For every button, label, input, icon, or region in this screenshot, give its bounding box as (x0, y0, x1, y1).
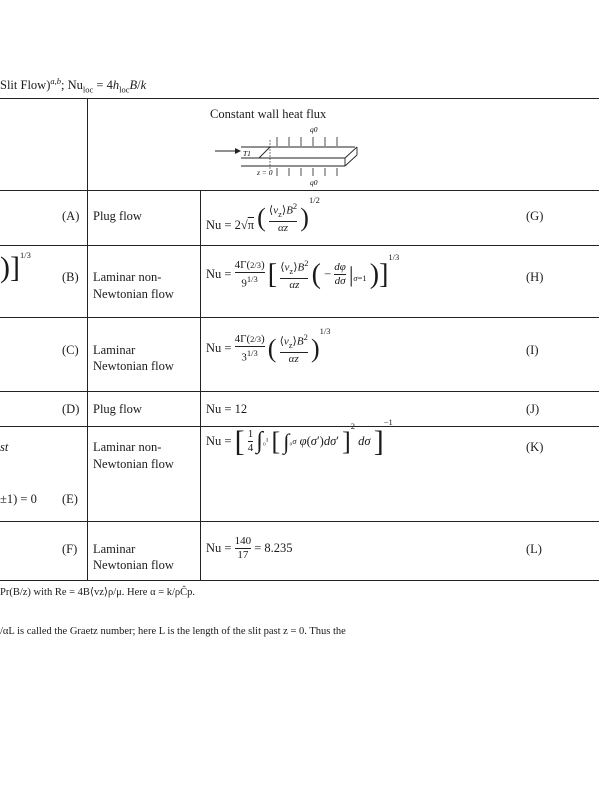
footnote-a: Pr(B/z) with Re = 4B⟨vz⟩ρ/μ. Here α = k/ρĈp. (0, 587, 196, 598)
table-title: Slit Flow)$^{a,b}$; $Nu_{loc} = 4h_{loc}B/k$ (0, 76, 147, 95)
row-c-rule (0, 391, 599, 392)
slit-diagram (205, 120, 365, 195)
row-g-formula: Nu = 2√π ( $\frac{⟨v_z⟩B^2}{\alpha z}$ )$^{1/2}$ (206, 195, 320, 234)
col-divider-1 (87, 99, 88, 580)
row-d-label: (D) (62, 402, 80, 416)
row-l-flow-line2: Newtonian flow (93, 558, 174, 572)
row-b-left-fragment: )]$^{1/3}$ (0, 249, 31, 284)
row-e-left-fragment-2: ±1) = 0 (0, 492, 37, 506)
row-i-flow-line1: Laminar (93, 343, 136, 357)
bottom-rule (0, 580, 599, 581)
row-h-flow-line2: Newtonian flow (93, 287, 174, 301)
row-a-label: (A) (62, 209, 80, 223)
row-k-label: (K) (526, 440, 544, 454)
top-rule (0, 98, 599, 99)
row-l-label: (L) (526, 542, 542, 556)
row-k-flow-line2: Newtonian flow (93, 457, 174, 471)
row-a-rule (0, 245, 599, 246)
row-j-formula: Nu = 12 (206, 402, 248, 416)
row-e-left-fragment: st (0, 440, 9, 454)
row-k-formula: Nu = [ $\frac{1}{4}$ ∫₀¹ [ ∫₀σ φ(σ′)dσ′ ]$^2$ dσ ]$^{-1}$ (206, 417, 393, 458)
diagram-q0-bottom: q0 (310, 178, 318, 187)
row-h-flow-line1: Laminar non- (93, 270, 162, 284)
row-i-label: (I) (526, 343, 539, 357)
row-e-label: (E) (62, 492, 78, 506)
diagram-q0-top: q0 (310, 125, 318, 134)
row-i-formula: Nu = $\frac{4\Gamma(2/3)}{3^{1/3}}$ ( $\frac{⟨v_z⟩B^2}{\alpha z}$ )$^{1/3}$ (206, 326, 331, 365)
row-j-label: (J) (526, 402, 540, 416)
row-k-flow-line1: Laminar non- (93, 440, 162, 454)
row-d-rule (0, 426, 599, 427)
footnote-b: /αL is called the Graetz number; here L is the length of the slit past z = 0. Thus the (0, 626, 346, 637)
row-i-flow-line2: Newtonian flow (93, 359, 174, 373)
row-h-formula: Nu = $\frac{4\Gamma(2/3)}{9^{1/3}}$ [ $\frac{⟨v_z⟩B^2}{\alpha z}$ ( − $\frac{d\varphi}{d\sigma}$ $|_{\sigma=1}$ )]$^{1/3}$ (206, 252, 400, 291)
row-e-rule (0, 521, 599, 522)
row-c-label: (C) (62, 343, 79, 357)
column-header-right: Constant wall heat flux (210, 107, 327, 121)
diagram-t1: T1 (243, 149, 251, 158)
row-l-formula: Nu = $\frac{140}{17}$ = 8.235 (206, 535, 293, 561)
row-l-flow-line1: Laminar (93, 542, 136, 556)
col-divider-2 (200, 190, 201, 580)
row-b-label: (B) (62, 270, 79, 284)
row-f-label: (F) (62, 542, 78, 556)
diagram-z0: z = 0 (257, 168, 273, 177)
row-h-label: (H) (526, 270, 544, 284)
row-g-label: (G) (526, 209, 544, 223)
slit-diagram-svg (205, 120, 365, 190)
row-j-flow: Plug flow (93, 402, 142, 416)
row-g-flow: Plug flow (93, 209, 142, 223)
row-b-rule (0, 317, 599, 318)
